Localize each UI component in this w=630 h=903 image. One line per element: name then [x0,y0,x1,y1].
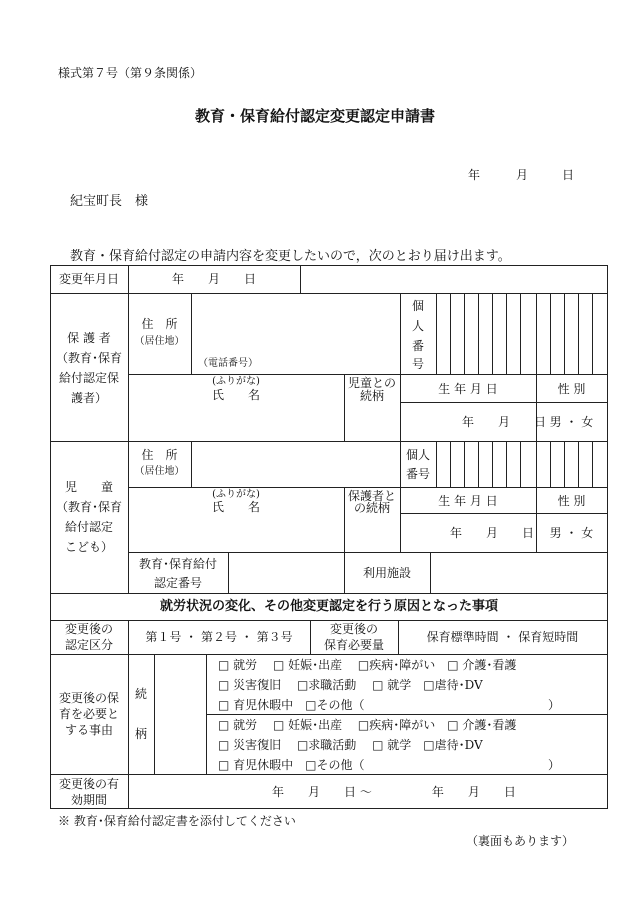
child-cert-label-1: 教育･保育給付 [138,557,217,571]
relation-input-2[interactable] [155,715,205,773]
reason-other-close-2: ） [548,758,561,772]
need-label-2: 保育必要量 [323,638,384,652]
guardian-address-sub: （居住地） [134,336,185,347]
child-birth-label: 生 年 月 日 [438,494,498,508]
need-label-1: 変更後の [329,622,378,636]
child-address-label: 住 所 [141,448,178,462]
facility-input[interactable] [430,552,607,593]
category-value[interactable]: 第１号 ・ 第２号 ・ 第３号 [145,630,293,644]
need-value[interactable]: 保育標準時間 ・ 保育短時間 [426,630,579,644]
child-name-input[interactable] [128,513,344,552]
reason-label-1: 変更後の保 [58,691,119,705]
guardian-address-label: 住 所 [141,317,178,331]
date-year-label: 年 [468,168,481,182]
child-sex-value[interactable]: 男 ・ 女 [549,526,594,540]
guardian-birth-label: 生 年 月 日 [438,382,498,396]
child-relation-label-1: 保護者と [347,489,396,503]
reason-other-close-1: ） [548,698,561,712]
child-birth-value[interactable]: 年 月 日 [450,526,535,540]
guardian-name-label: 氏 名 [211,388,260,402]
child-label-3: 給付認定 [64,520,113,534]
child-address-sub: （居住地） [134,466,185,477]
guardian-label-3: 給付認定保 [58,371,119,385]
guardian-id-char-3: 番 [411,339,424,353]
guardian-id-char-4: 号 [411,357,424,371]
reason-options-2c[interactable]: □ 育児休暇中 □その他（ [218,758,365,772]
reason-label-2: 育を必要と [58,707,119,721]
change-date-label: 変更年月日 [58,272,119,286]
guardian-sex-value[interactable]: 男 ・ 女 [549,415,594,429]
child-id-label-1: 個人 [405,448,430,462]
child-name-label: 氏 名 [211,500,260,514]
category-label-1: 変更後の [64,622,113,636]
guardian-relation-label-2: 続柄 [359,389,384,403]
period-label-2: 効期間 [70,793,107,807]
reverse-note: （裏面もあります） [466,834,575,848]
reason-options-1c[interactable]: □ 育児休暇中 □その他（ [218,698,365,712]
relation-col-1: 続 [134,687,147,701]
period-value[interactable]: 年 月 日 ～ 年 月 日 [272,785,516,799]
reason-options-2a[interactable]: □ 就労 □ 妊娠･出産 □疾病･障がい □ 介護･看護 [218,718,517,732]
guardian-relation-label-1: 児童との [347,376,396,390]
child-label-4: こども） [64,540,113,554]
guardian-label-2: （教育･保育 [55,351,122,365]
date-day-label: 日 [562,168,575,182]
reason-heading: 就労状況の変化、その他変更認定を行う原因となった事項 [159,599,498,614]
child-cert-label-2: 認定番号 [153,576,202,590]
guardian-birth-value[interactable]: 年 月 日 [462,415,547,429]
guardian-name-input[interactable] [128,402,344,441]
guardian-id-char-1: 個 [411,299,424,313]
guardian-furigana: (ふりがな) [212,376,260,387]
relation-input-1[interactable] [155,655,205,713]
child-cert-input[interactable] [228,552,344,593]
form-number: 様式第７号（第９条関係） [58,66,203,80]
reason-options-2b[interactable]: □ 災害復旧 □求職活動 □ 就学 □虐待･DV [218,738,483,752]
facility-label: 利用施設 [362,566,411,580]
intro-text: 教育・保育給付認定の申請内容を変更したいので，次のとおり届け出ます。 [70,249,511,264]
page-title: 教育・保育給付認定変更認定申請書 [194,107,435,125]
child-sex-label: 性 別 [557,494,586,508]
category-label-2: 認定区分 [64,638,113,652]
guardian-phone-label: （電話番号） [198,358,258,369]
guardian-sex-label: 性 別 [557,382,586,396]
child-label-2: （教育･保育 [55,500,122,514]
child-id-label-2: 番号 [405,467,430,481]
child-label-1: 児 童 [64,480,113,494]
reason-options-1b[interactable]: □ 災害復旧 □求職活動 □ 就学 □虐待･DV [218,678,483,692]
addressee: 紀宝町長 様 [70,194,149,209]
change-date-value[interactable]: 年 月 日 [171,272,256,286]
child-address-input[interactable] [191,441,400,487]
relation-col-2: 柄 [134,727,147,741]
period-label-1: 変更後の有 [58,777,119,791]
child-relation-label-2: の続柄 [353,501,390,515]
child-furigana: (ふりがな) [212,489,260,500]
reason-label-3: する事由 [64,723,113,737]
date-month-label: 月 [516,168,529,182]
guardian-label-4: 護者） [70,391,107,405]
guardian-label-1: 保 護 者 [67,331,111,345]
guardian-id-char-2: 人 [411,319,424,333]
reason-options-1a[interactable]: □ 就労 □ 妊娠･出産 □疾病･障がい □ 介護･看護 [218,658,517,672]
attachment-note: ※ 教育･保育給付認定書を添付してください [58,814,296,828]
